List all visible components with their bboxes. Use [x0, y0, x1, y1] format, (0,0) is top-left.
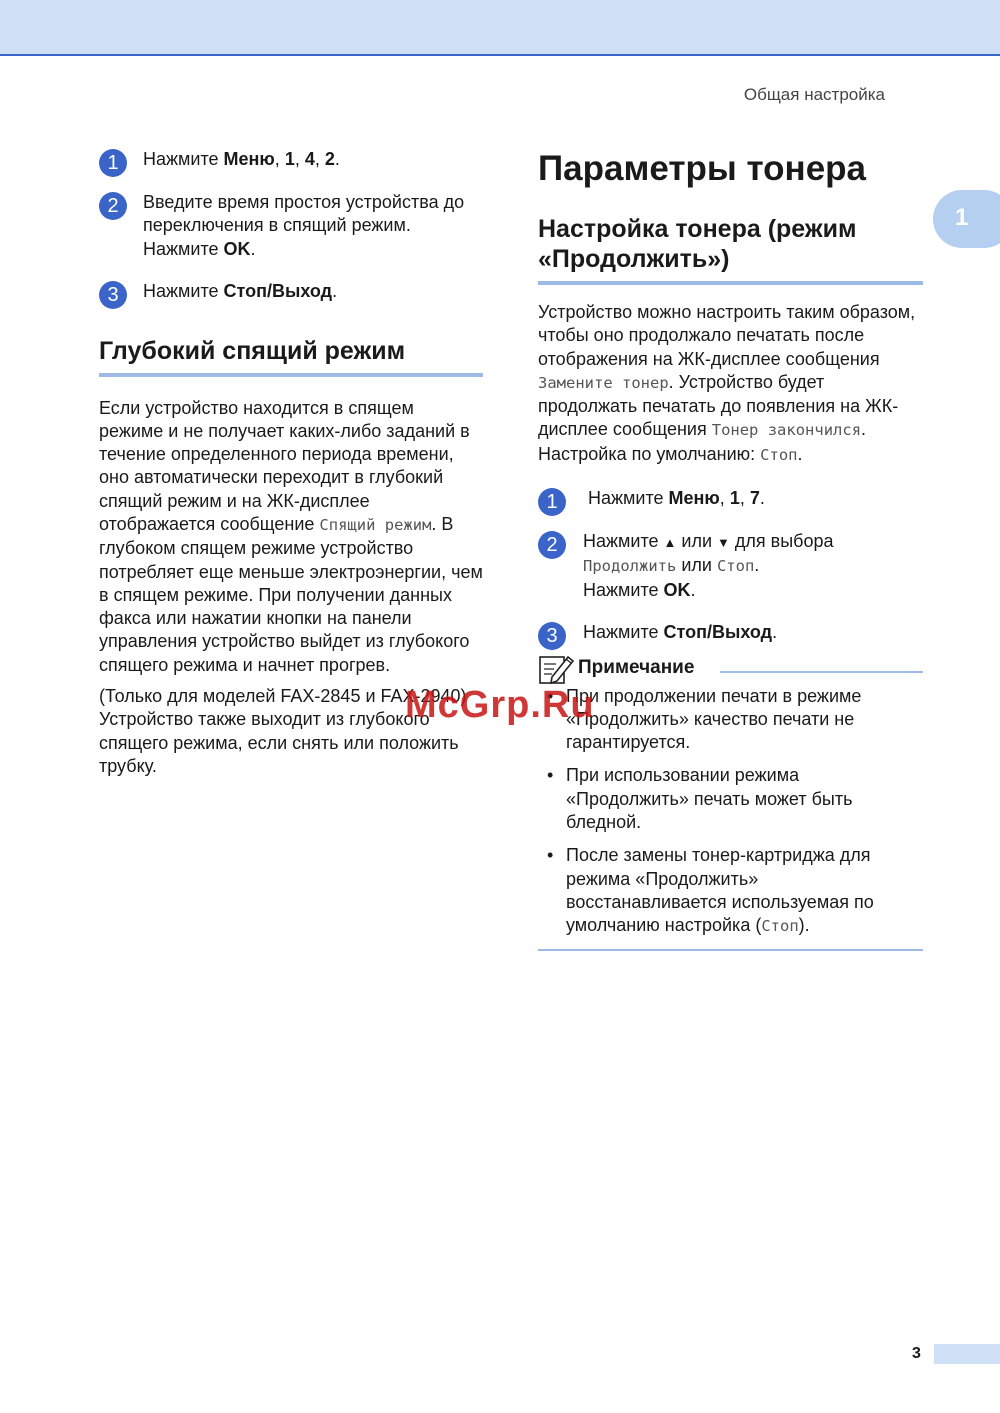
paragraph: Если устройство находится в спящем режиме и не получает каких-либо заданий в течение определенного периода времени, оно автоматически переходит в глубокий спящий режим и на ЖК-дисплее отображается сообщение Спящий режим. В глубоком спящем режиме устройство потребляет еще меньше электроэнергии, чем в спящем режиме. При получении данных факса или нажатии кнопки на панели управления устройство выйдет из глубокого спящего режима и начнет прогрев.: [99, 397, 483, 675]
note-title: Примечание: [578, 656, 695, 678]
lcd-message: Спящий режим: [319, 515, 432, 534]
lcd-option: Продолжить: [583, 557, 677, 576]
step-number: 3: [99, 281, 127, 309]
note-rule: [720, 671, 923, 673]
arrow-down-icon: ▼: [717, 534, 730, 550]
top-band: [0, 0, 1000, 56]
step-1: 1 Нажмите Меню, 1, 4, 2.: [99, 148, 483, 172]
step-number: 1: [538, 488, 566, 516]
note-list: [538, 685, 923, 939]
note-item: • При использовании режима «Продолжить» печать может быть бледной.: [566, 764, 923, 834]
note-bottom-rule: [538, 949, 923, 951]
note-header: [538, 657, 923, 685]
page-tab: [934, 1344, 1000, 1364]
step-number: 2: [538, 531, 566, 559]
lcd-message: Замените тонер: [538, 373, 669, 392]
step-3: 3 Нажмите Стоп/Выход.: [538, 621, 923, 645]
page-title: Параметры тонера: [538, 149, 867, 188]
step-number: 3: [538, 622, 566, 650]
step-number: 2: [99, 192, 127, 220]
paragraph: (Только для моделей FAX-2845 и FAX-2940): [99, 686, 467, 707]
chapter-number: 1: [955, 204, 969, 231]
lcd-message: Стоп: [760, 445, 798, 464]
lcd-option: Стоп: [761, 917, 799, 936]
running-header: Общая настройка: [743, 85, 885, 104]
lcd-message: Тонер закончился: [711, 421, 862, 440]
step-number: 1: [99, 149, 127, 177]
page-number: 3: [912, 1345, 921, 1362]
chapter-tab: [933, 190, 1000, 248]
step-2: 2 Нажмите ▲ или ▼ для выбора Продолжить или Стоп. Нажмите OK.: [538, 530, 923, 603]
note-box: [538, 657, 923, 951]
right-column: [538, 148, 923, 951]
paragraph: Устройство можно настроить таким образом, чтобы оно продолжало печатать после отображения на ЖК-дисплее сообщения Замените тонер. Устройство будет продолжать печатать до появления на ЖК-дисплее сообщения Тонер закончился.: [538, 302, 916, 440]
step-2: 2 Введите время простоя устройства до переключения в спящий режим. Нажмите OK.: [99, 191, 483, 262]
lcd-option: Стоп: [716, 557, 755, 576]
paragraph: Устройство также выходит из глубокого спящего режима, если снять или положить трубку.: [99, 709, 459, 776]
subsection-heading: Настройка тонера (режим «Продолжить»): [538, 214, 923, 285]
step-3: 3 Нажмите Стоп/Выход.: [99, 280, 483, 304]
note-item: • При продолжении печати в режиме «Продолжить» качество печати не гарантируется.: [566, 685, 923, 755]
paragraph: Настройка по умолчанию: Стоп.: [538, 443, 803, 464]
arrow-up-icon: ▲: [663, 534, 677, 550]
section-heading: Глубокий спящий режим: [99, 336, 483, 377]
watermark: McGrp.Ru: [405, 684, 595, 726]
step-1: 1 Нажмите Меню, 1, 7.: [538, 487, 923, 511]
note-item: • После замены тонер-картриджа для режима «Продолжить» восстанавливается используемая по умолчанию настройка (Стоп).: [566, 844, 923, 938]
